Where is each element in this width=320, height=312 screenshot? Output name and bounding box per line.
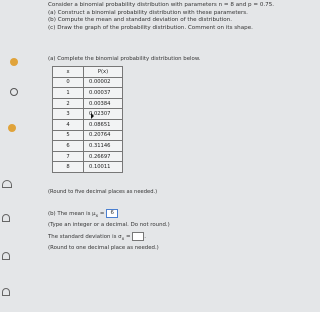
problem-statement xyxy=(48,2,274,32)
help-icon[interactable] xyxy=(10,88,18,96)
table-row xyxy=(53,77,123,88)
table-row xyxy=(53,119,123,130)
cell-x: 0 xyxy=(53,77,84,88)
sd-equals: = xyxy=(124,234,133,240)
cell-px[interactable]: 0.20764 xyxy=(84,130,123,141)
problem-line-1: Consider a binomial probability distribution with parameters n = 8 and p = 0.75. xyxy=(48,2,275,8)
cell-px[interactable]: 0.31146 xyxy=(84,141,123,152)
status-dot-icon[interactable] xyxy=(10,58,18,66)
cell-x: 1 xyxy=(53,88,84,99)
table-row xyxy=(53,162,123,173)
problem-line-4: (c) Draw the graph of the probability distribution. Comment on its shape. xyxy=(48,24,253,31)
part-b xyxy=(48,209,170,229)
sd-answer-input[interactable] xyxy=(132,232,144,241)
cell-x: 4 xyxy=(53,119,84,130)
header-x: x xyxy=(53,67,84,78)
cell-x: 2 xyxy=(53,98,84,109)
round-note: (Round to five decimal places as needed.) xyxy=(48,189,158,195)
margin-arc-icon xyxy=(2,214,10,222)
sd-prefix: The standard deviation is σ xyxy=(48,234,122,240)
table-header-row xyxy=(53,67,123,78)
sd-line xyxy=(48,232,159,244)
table-row xyxy=(53,88,123,99)
cell-x: 3 xyxy=(53,109,84,120)
cell-px[interactable]: 0.08651 xyxy=(84,119,123,130)
problem-line-3: (b) Compute the mean and standard deviation of the distribution. xyxy=(48,17,233,24)
margin-arc-icon xyxy=(2,180,12,188)
probability-table xyxy=(52,66,123,173)
table-row xyxy=(53,141,123,152)
cell-px[interactable]: 0.00037 xyxy=(84,88,123,99)
cell-px[interactable]: 0.00002 xyxy=(84,77,123,88)
margin-arc-icon xyxy=(2,252,10,260)
sd-subscript: x xyxy=(121,237,125,243)
cell-px[interactable]: 0.10011 xyxy=(84,162,123,173)
cell-px[interactable]: 0.26697 xyxy=(84,151,123,162)
mean-answer-input[interactable]: 6 xyxy=(106,209,118,218)
cell-x: 5 xyxy=(53,130,84,141)
problem-line-2: (a) Construct a binomial probability distribution with these parameters. xyxy=(48,9,248,16)
mean-line xyxy=(48,209,170,221)
mean-equals: = xyxy=(98,211,107,217)
standard-deviation xyxy=(48,232,159,252)
margin-arc-icon xyxy=(2,288,10,296)
mean-prefix: (b) The mean is μ xyxy=(48,211,96,217)
table-row xyxy=(53,98,123,109)
sd-note: (Round to one decimal place as needed.) xyxy=(48,245,159,252)
cell-px[interactable]: 0.02307 xyxy=(84,109,123,120)
cell-x: 8 xyxy=(53,162,84,173)
table-row xyxy=(53,151,123,162)
mouse-cursor-icon xyxy=(91,113,94,119)
cell-px[interactable]: 0.00384 xyxy=(84,98,123,109)
part-a-instruction: (a) Complete the binomial probability distribution below. xyxy=(48,56,201,62)
table-row xyxy=(53,130,123,141)
cell-x: 6 xyxy=(53,141,84,152)
header-px: P(x) xyxy=(84,67,123,78)
cell-x: 7 xyxy=(53,151,84,162)
table-row xyxy=(53,109,123,120)
sd-period: . xyxy=(144,234,146,240)
status-dot-icon[interactable] xyxy=(8,124,16,132)
mean-subscript: x xyxy=(95,214,99,220)
mean-note: (Type an integer or a decimal. Do not round.) xyxy=(48,222,170,229)
